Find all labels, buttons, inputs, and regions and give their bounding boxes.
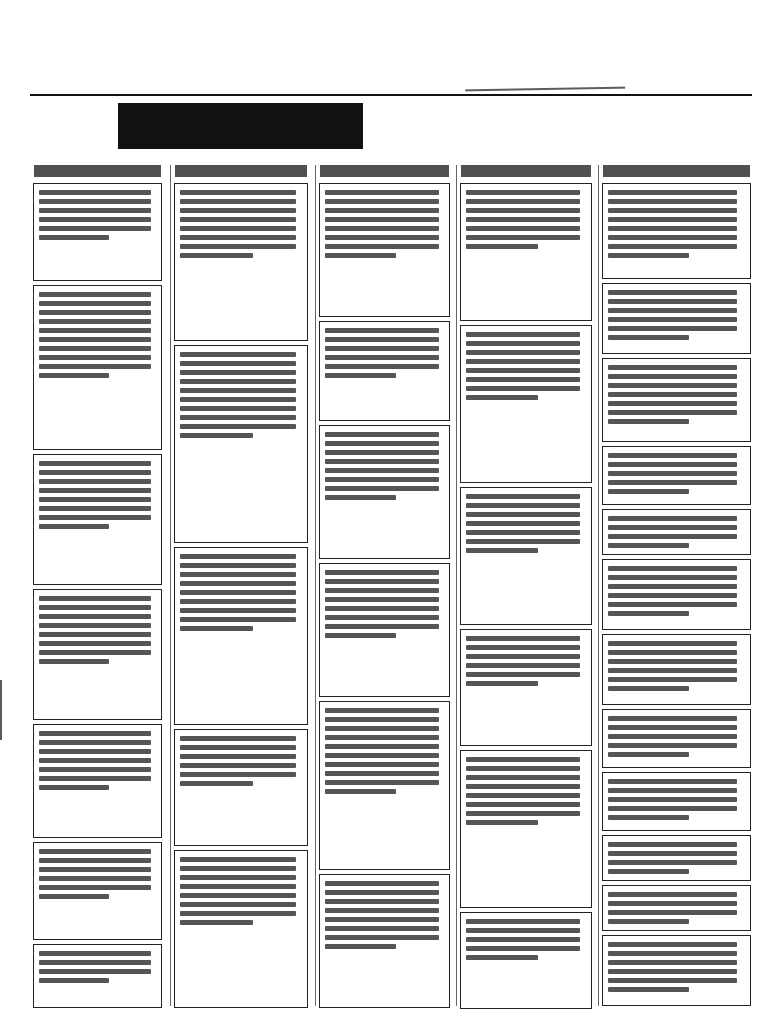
classified-ad bbox=[460, 750, 592, 908]
text-line-placeholder bbox=[180, 217, 296, 222]
text-line-placeholder bbox=[39, 364, 151, 369]
text-line-placeholder bbox=[608, 951, 737, 956]
text-line-placeholder bbox=[608, 743, 737, 748]
text-line-placeholder bbox=[325, 917, 439, 922]
text-line-placeholder bbox=[39, 858, 151, 863]
text-line-placeholder bbox=[325, 450, 439, 455]
text-line-placeholder bbox=[608, 290, 737, 295]
classified-ad bbox=[33, 454, 162, 585]
classified-ad bbox=[33, 724, 162, 838]
text-line-placeholder bbox=[608, 892, 737, 897]
margin-handwriting bbox=[0, 680, 16, 740]
text-line-placeholder bbox=[39, 731, 151, 736]
text-line-placeholder bbox=[180, 902, 296, 907]
text-line-placeholder bbox=[39, 659, 109, 664]
text-line-placeholder bbox=[180, 235, 296, 240]
text-line-placeholder bbox=[608, 942, 737, 947]
classified-ad bbox=[460, 325, 592, 483]
text-line-placeholder bbox=[180, 781, 253, 786]
text-line-placeholder bbox=[466, 775, 580, 780]
text-line-placeholder bbox=[39, 515, 151, 520]
text-line-placeholder bbox=[39, 226, 151, 231]
classified-ad bbox=[602, 283, 751, 354]
text-line-placeholder bbox=[608, 650, 737, 655]
text-line-placeholder bbox=[39, 328, 151, 333]
text-line-placeholder bbox=[325, 744, 439, 749]
text-line-placeholder bbox=[466, 928, 580, 933]
text-line-placeholder bbox=[466, 937, 580, 942]
text-line-placeholder bbox=[325, 624, 439, 629]
text-line-placeholder bbox=[608, 851, 737, 856]
text-line-placeholder bbox=[180, 581, 296, 586]
text-line-placeholder bbox=[608, 374, 737, 379]
text-line-placeholder bbox=[608, 686, 689, 691]
text-line-placeholder bbox=[180, 388, 296, 393]
text-line-placeholder bbox=[180, 572, 296, 577]
text-line-placeholder bbox=[325, 944, 396, 949]
text-line-placeholder bbox=[608, 299, 737, 304]
text-line-placeholder bbox=[608, 860, 737, 865]
text-line-placeholder bbox=[466, 386, 580, 391]
column-heading-bar bbox=[461, 165, 591, 177]
classified-ad bbox=[33, 589, 162, 720]
text-line-placeholder bbox=[466, 645, 580, 650]
text-line-placeholder bbox=[466, 521, 580, 526]
text-line-placeholder bbox=[608, 326, 737, 331]
text-line-placeholder bbox=[466, 512, 580, 517]
text-line-placeholder bbox=[180, 608, 296, 613]
classified-ad bbox=[602, 183, 751, 279]
text-line-placeholder bbox=[325, 244, 439, 249]
text-line-placeholder bbox=[325, 199, 439, 204]
classified-ad bbox=[602, 358, 751, 442]
text-line-placeholder bbox=[608, 235, 737, 240]
text-line-placeholder bbox=[180, 433, 253, 438]
text-line-placeholder bbox=[180, 599, 296, 604]
text-line-placeholder bbox=[39, 740, 151, 745]
column-4 bbox=[456, 165, 595, 1006]
text-line-placeholder bbox=[39, 960, 151, 965]
classified-ad bbox=[319, 183, 450, 317]
text-line-placeholder bbox=[180, 772, 296, 777]
text-line-placeholder bbox=[466, 663, 580, 668]
text-line-placeholder bbox=[466, 226, 580, 231]
classified-ad bbox=[319, 425, 450, 559]
text-line-placeholder bbox=[325, 337, 439, 342]
text-line-placeholder bbox=[608, 978, 737, 983]
text-line-placeholder bbox=[466, 548, 538, 553]
text-line-placeholder bbox=[608, 901, 737, 906]
text-line-placeholder bbox=[608, 516, 737, 521]
text-line-placeholder bbox=[466, 955, 538, 960]
text-line-placeholder bbox=[608, 462, 737, 467]
text-line-placeholder bbox=[466, 766, 580, 771]
text-line-placeholder bbox=[325, 432, 439, 437]
text-line-placeholder bbox=[39, 758, 151, 763]
text-line-placeholder bbox=[39, 337, 151, 342]
text-line-placeholder bbox=[39, 978, 109, 983]
text-line-placeholder bbox=[608, 217, 737, 222]
text-line-placeholder bbox=[608, 677, 737, 682]
text-line-placeholder bbox=[325, 890, 439, 895]
text-line-placeholder bbox=[39, 488, 151, 493]
text-line-placeholder bbox=[325, 717, 439, 722]
text-line-placeholder bbox=[180, 875, 296, 880]
text-line-placeholder bbox=[325, 570, 439, 575]
text-line-placeholder bbox=[180, 370, 296, 375]
text-line-placeholder bbox=[39, 641, 151, 646]
text-line-placeholder bbox=[39, 479, 151, 484]
text-line-placeholder bbox=[39, 951, 151, 956]
text-line-placeholder bbox=[39, 749, 151, 754]
text-line-placeholder bbox=[39, 461, 151, 466]
classified-ad bbox=[460, 912, 592, 1009]
text-line-placeholder bbox=[608, 453, 737, 458]
classified-ad bbox=[460, 487, 592, 625]
classified-ad bbox=[460, 183, 592, 321]
text-line-placeholder bbox=[608, 842, 737, 847]
text-line-placeholder bbox=[325, 881, 439, 886]
classified-ad bbox=[602, 835, 751, 881]
classified-ad bbox=[33, 285, 162, 450]
text-line-placeholder bbox=[325, 486, 439, 491]
column-heading-bar bbox=[603, 165, 750, 177]
text-line-placeholder bbox=[325, 735, 439, 740]
text-line-placeholder bbox=[466, 377, 580, 382]
column-heading-bar bbox=[175, 165, 307, 177]
text-line-placeholder bbox=[180, 745, 296, 750]
text-line-placeholder bbox=[608, 335, 689, 340]
classified-ad bbox=[602, 885, 751, 931]
column-heading-bar bbox=[34, 165, 161, 177]
text-line-placeholder bbox=[608, 969, 737, 974]
text-line-placeholder bbox=[608, 797, 737, 802]
text-line-placeholder bbox=[608, 602, 737, 607]
text-line-placeholder bbox=[39, 190, 151, 195]
text-line-placeholder bbox=[180, 199, 296, 204]
text-line-placeholder bbox=[608, 489, 689, 494]
text-line-placeholder bbox=[325, 373, 396, 378]
classified-ad bbox=[174, 850, 308, 1008]
text-line-placeholder bbox=[325, 771, 439, 776]
classified-ad bbox=[174, 183, 308, 341]
text-line-placeholder bbox=[325, 899, 439, 904]
text-line-placeholder bbox=[608, 716, 737, 721]
text-line-placeholder bbox=[608, 253, 689, 258]
text-line-placeholder bbox=[39, 497, 151, 502]
column-2 bbox=[170, 165, 311, 1006]
text-line-placeholder bbox=[466, 503, 580, 508]
text-line-placeholder bbox=[608, 471, 737, 476]
text-line-placeholder bbox=[325, 217, 439, 222]
text-line-placeholder bbox=[180, 379, 296, 384]
text-line-placeholder bbox=[180, 424, 296, 429]
text-line-placeholder bbox=[325, 468, 439, 473]
text-line-placeholder bbox=[39, 292, 151, 297]
text-line-placeholder bbox=[608, 668, 737, 673]
text-line-placeholder bbox=[325, 355, 439, 360]
text-line-placeholder bbox=[466, 919, 580, 924]
text-line-placeholder bbox=[39, 894, 109, 899]
text-line-placeholder bbox=[608, 788, 737, 793]
text-line-placeholder bbox=[608, 410, 737, 415]
text-line-placeholder bbox=[180, 920, 253, 925]
text-line-placeholder bbox=[608, 641, 737, 646]
text-line-placeholder bbox=[180, 352, 296, 357]
text-line-placeholder bbox=[39, 767, 151, 772]
text-line-placeholder bbox=[39, 650, 151, 655]
text-line-placeholder bbox=[180, 415, 296, 420]
text-line-placeholder bbox=[325, 935, 439, 940]
text-line-placeholder bbox=[325, 789, 396, 794]
text-line-placeholder bbox=[180, 190, 296, 195]
text-line-placeholder bbox=[608, 779, 737, 784]
column-1 bbox=[30, 165, 165, 1006]
text-line-placeholder bbox=[325, 346, 439, 351]
text-line-placeholder bbox=[180, 361, 296, 366]
text-line-placeholder bbox=[608, 659, 737, 664]
text-line-placeholder bbox=[466, 654, 580, 659]
text-line-placeholder bbox=[180, 763, 296, 768]
classified-ad bbox=[174, 345, 308, 543]
text-line-placeholder bbox=[325, 597, 439, 602]
text-line-placeholder bbox=[180, 208, 296, 213]
text-line-placeholder bbox=[608, 752, 689, 757]
text-line-placeholder bbox=[466, 190, 580, 195]
text-line-placeholder bbox=[608, 226, 737, 231]
text-line-placeholder bbox=[39, 373, 109, 378]
classified-ad bbox=[319, 701, 450, 870]
text-line-placeholder bbox=[39, 208, 151, 213]
text-line-placeholder bbox=[325, 253, 396, 258]
text-line-placeholder bbox=[325, 726, 439, 731]
text-line-placeholder bbox=[180, 590, 296, 595]
text-line-placeholder bbox=[608, 208, 737, 213]
text-line-placeholder bbox=[39, 885, 151, 890]
classified-ad bbox=[33, 183, 162, 281]
text-line-placeholder bbox=[325, 495, 396, 500]
text-line-placeholder bbox=[39, 506, 151, 511]
text-line-placeholder bbox=[466, 332, 580, 337]
text-line-placeholder bbox=[608, 383, 737, 388]
text-line-placeholder bbox=[466, 368, 580, 373]
text-line-placeholder bbox=[325, 588, 439, 593]
classified-ad bbox=[602, 559, 751, 630]
text-line-placeholder bbox=[39, 235, 109, 240]
text-line-placeholder bbox=[608, 365, 737, 370]
text-line-placeholder bbox=[608, 611, 689, 616]
text-line-placeholder bbox=[608, 525, 737, 530]
text-line-placeholder bbox=[325, 477, 439, 482]
text-line-placeholder bbox=[325, 762, 439, 767]
classified-ad bbox=[319, 321, 450, 421]
text-line-placeholder bbox=[180, 626, 253, 631]
text-line-placeholder bbox=[325, 364, 439, 369]
text-line-placeholder bbox=[39, 199, 151, 204]
text-line-placeholder bbox=[466, 681, 538, 686]
text-line-placeholder bbox=[466, 208, 580, 213]
text-line-placeholder bbox=[466, 539, 580, 544]
classified-ad bbox=[602, 935, 751, 1006]
classified-ad bbox=[33, 842, 162, 940]
text-line-placeholder bbox=[39, 596, 151, 601]
text-line-placeholder bbox=[180, 397, 296, 402]
text-line-placeholder bbox=[466, 672, 580, 677]
text-line-placeholder bbox=[608, 960, 737, 965]
text-line-placeholder bbox=[39, 623, 151, 628]
text-line-placeholder bbox=[466, 946, 580, 951]
text-line-placeholder bbox=[325, 226, 439, 231]
text-line-placeholder bbox=[39, 776, 151, 781]
text-line-placeholder bbox=[180, 244, 296, 249]
text-line-placeholder bbox=[608, 543, 689, 548]
text-line-placeholder bbox=[180, 563, 296, 568]
text-line-placeholder bbox=[39, 217, 151, 222]
text-line-placeholder bbox=[608, 401, 737, 406]
text-line-placeholder bbox=[608, 419, 689, 424]
text-line-placeholder bbox=[325, 908, 439, 913]
text-line-placeholder bbox=[325, 441, 439, 446]
text-line-placeholder bbox=[180, 857, 296, 862]
text-line-placeholder bbox=[39, 785, 109, 790]
text-line-placeholder bbox=[180, 253, 253, 258]
text-line-placeholder bbox=[180, 911, 296, 916]
text-line-placeholder bbox=[325, 190, 439, 195]
header-rule bbox=[30, 94, 752, 96]
classified-ad bbox=[319, 874, 450, 1008]
text-line-placeholder bbox=[325, 780, 439, 785]
text-line-placeholder bbox=[325, 459, 439, 464]
text-line-placeholder bbox=[325, 208, 439, 213]
text-line-placeholder bbox=[466, 530, 580, 535]
text-line-placeholder bbox=[608, 815, 689, 820]
text-line-placeholder bbox=[608, 584, 737, 589]
text-line-placeholder bbox=[608, 734, 737, 739]
text-line-placeholder bbox=[39, 605, 151, 610]
text-line-placeholder bbox=[39, 319, 151, 324]
column-3 bbox=[315, 165, 453, 1006]
text-line-placeholder bbox=[466, 199, 580, 204]
classified-ad bbox=[602, 709, 751, 768]
text-line-placeholder bbox=[466, 235, 580, 240]
text-line-placeholder bbox=[180, 406, 296, 411]
text-line-placeholder bbox=[466, 802, 580, 807]
text-line-placeholder bbox=[39, 867, 151, 872]
text-line-placeholder bbox=[39, 355, 151, 360]
column-5 bbox=[598, 165, 754, 1006]
text-line-placeholder bbox=[466, 217, 580, 222]
text-line-placeholder bbox=[325, 753, 439, 758]
text-line-placeholder bbox=[466, 244, 538, 249]
text-line-placeholder bbox=[325, 235, 439, 240]
text-line-placeholder bbox=[466, 341, 580, 346]
text-line-placeholder bbox=[39, 876, 151, 881]
classified-ad bbox=[174, 547, 308, 725]
text-line-placeholder bbox=[325, 633, 396, 638]
classified-ad bbox=[602, 446, 751, 505]
text-line-placeholder bbox=[466, 636, 580, 641]
text-line-placeholder bbox=[608, 593, 737, 598]
text-line-placeholder bbox=[180, 754, 296, 759]
text-line-placeholder bbox=[608, 480, 737, 485]
text-line-placeholder bbox=[39, 310, 151, 315]
text-line-placeholder bbox=[466, 820, 538, 825]
text-line-placeholder bbox=[466, 793, 580, 798]
text-line-placeholder bbox=[466, 494, 580, 499]
classified-title-block bbox=[118, 103, 363, 149]
text-line-placeholder bbox=[180, 893, 296, 898]
text-line-placeholder bbox=[608, 317, 737, 322]
text-line-placeholder bbox=[325, 615, 439, 620]
text-line-placeholder bbox=[466, 350, 580, 355]
text-line-placeholder bbox=[608, 308, 737, 313]
text-line-placeholder bbox=[466, 757, 580, 762]
classified-ad bbox=[602, 772, 751, 831]
text-line-placeholder bbox=[325, 579, 439, 584]
text-line-placeholder bbox=[39, 632, 151, 637]
text-line-placeholder bbox=[180, 554, 296, 559]
text-line-placeholder bbox=[608, 919, 689, 924]
classified-ad bbox=[33, 944, 162, 1008]
text-line-placeholder bbox=[39, 969, 151, 974]
text-line-placeholder bbox=[39, 614, 151, 619]
text-line-placeholder bbox=[39, 470, 151, 475]
text-line-placeholder bbox=[466, 359, 580, 364]
text-line-placeholder bbox=[608, 190, 737, 195]
text-line-placeholder bbox=[39, 524, 109, 529]
classified-ad bbox=[602, 509, 751, 555]
text-line-placeholder bbox=[180, 617, 296, 622]
classified-ad bbox=[460, 629, 592, 746]
text-line-placeholder bbox=[608, 725, 737, 730]
text-line-placeholder bbox=[39, 301, 151, 306]
text-line-placeholder bbox=[325, 926, 439, 931]
text-line-placeholder bbox=[39, 346, 151, 351]
text-line-placeholder bbox=[466, 395, 538, 400]
text-line-placeholder bbox=[39, 849, 151, 854]
text-line-placeholder bbox=[180, 226, 296, 231]
text-line-placeholder bbox=[608, 987, 689, 992]
text-line-placeholder bbox=[608, 566, 737, 571]
text-line-placeholder bbox=[180, 884, 296, 889]
text-line-placeholder bbox=[608, 392, 737, 397]
text-line-placeholder bbox=[325, 328, 439, 333]
text-line-placeholder bbox=[608, 199, 737, 204]
text-line-placeholder bbox=[180, 736, 296, 741]
classified-ad bbox=[174, 729, 308, 846]
classified-ad bbox=[602, 634, 751, 705]
text-line-placeholder bbox=[325, 606, 439, 611]
text-line-placeholder bbox=[608, 910, 737, 915]
text-line-placeholder bbox=[466, 784, 580, 789]
text-line-placeholder bbox=[608, 534, 737, 539]
text-line-placeholder bbox=[608, 869, 689, 874]
text-line-placeholder bbox=[466, 811, 580, 816]
text-line-placeholder bbox=[608, 244, 737, 249]
text-line-placeholder bbox=[608, 575, 737, 580]
handwritten-annotation bbox=[465, 65, 625, 92]
text-line-placeholder bbox=[180, 866, 296, 871]
text-line-placeholder bbox=[608, 806, 737, 811]
classified-ad bbox=[319, 563, 450, 697]
column-heading-bar bbox=[320, 165, 449, 177]
text-line-placeholder bbox=[325, 708, 439, 713]
